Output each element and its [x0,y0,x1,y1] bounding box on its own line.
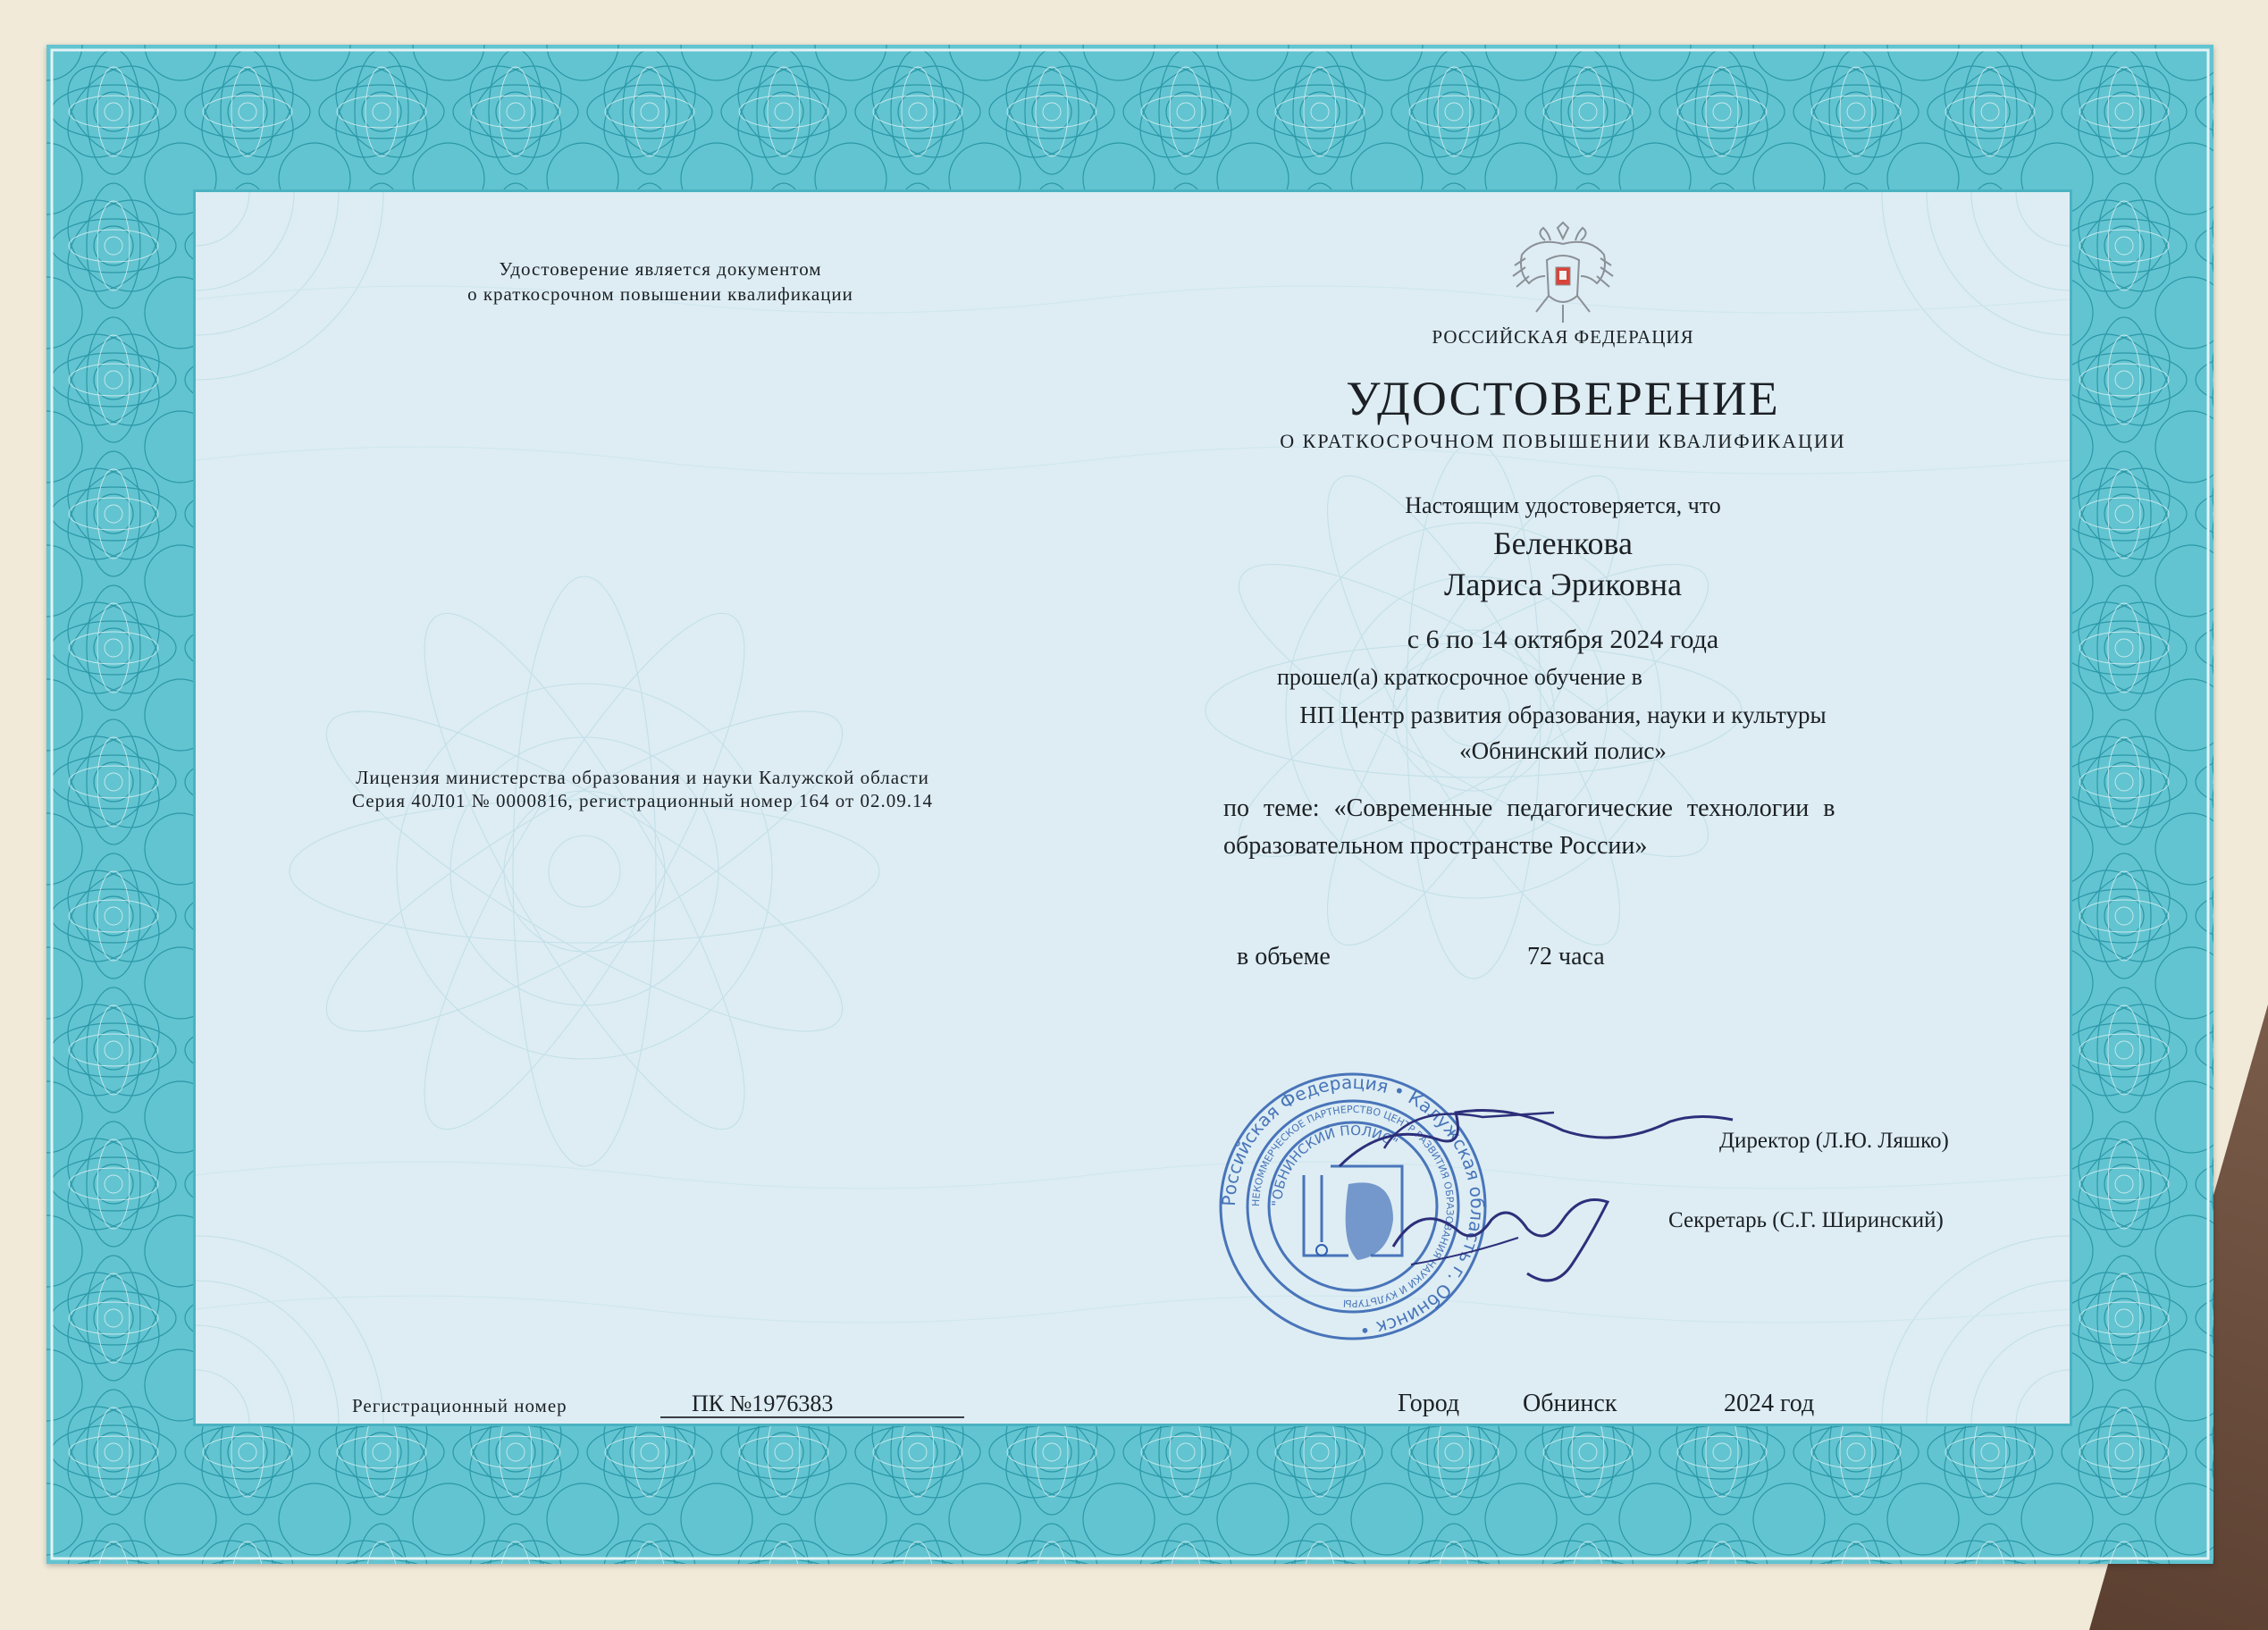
certify-text: Настоящим удостоверяется, что [1405,492,1721,518]
organization-line1: НП Центр развития образования, науки и культуры [1299,702,1827,728]
left-header-line1: Удостоверение является документом [499,258,822,280]
double-headed-eagle-emblem-icon [1509,219,1617,326]
organization-line2: «Обнинский полис» [1459,737,1667,764]
stamp-outer-text: Российская Федерация • Калужская область г. Обнинск • [1217,1071,1489,1341]
inner-paper [193,189,2072,1426]
volume-value: 72 часа [1527,943,1605,970]
recipient-surname: Беленкова [1492,525,1634,561]
course-dates: с 6 по 14 октября 2024 года [1407,625,1719,654]
license-line1: Лицензия министерства образования и науки Калужской области [356,767,929,788]
country-label: РОССИЙСКАЯ ФЕДЕРАЦИЯ [1432,326,1694,348]
registration-label: Регистрационный номер [352,1395,567,1416]
secretary-signature-icon [1384,1166,1634,1300]
license-line2: Серия 40Л01 № 0000816, регистрационный номер 164 от 02.09.14 [352,790,933,811]
registration-underline [660,1416,964,1418]
director-label: Директор (Л.Ю. Ляшко) [1719,1129,1949,1153]
city-name: Обнинск [1523,1390,1617,1417]
registration-number: ПК №1976383 [692,1391,834,1416]
recipient-given-names: Лариса Эриковна [1444,567,1682,602]
secretary-label: Секретарь (С.Г. Ширинский) [1668,1208,1944,1232]
stamp-inner-text: "ОБНИНСКИЙ ПОЛИС" [1268,1122,1401,1207]
volume-label: в объеме [1237,943,1331,970]
left-header-line2: о краткосрочном повышении квалификации [467,283,853,305]
topic-line1: по теме: «Современные педагогические технологии в [1223,794,1835,822]
document-subtitle: О КРАТКОСРОЧНОМ ПОВЫШЕНИИ КВАЛИФИКАЦИИ [1280,430,1846,452]
issue-year: 2024 год [1724,1390,1815,1417]
topic-line2: образовательном пространстве России» [1223,832,1648,860]
city-label: Город [1398,1390,1460,1417]
passed-text: прошел(а) краткосрочное обучение в [1277,664,1642,690]
certificate [46,45,2213,1564]
document-title: УДОСТОВЕРЕНИЕ [1346,372,1780,425]
stamp-middle-text: НЕКОММЕРЧЕСКОЕ ПАРТНЕРСТВО ЦЕНТР РАЗВИТИЯ ОБРАЗОВАНИЯ НАУКИ И КУЛЬТУРЫ [1249,1103,1457,1310]
